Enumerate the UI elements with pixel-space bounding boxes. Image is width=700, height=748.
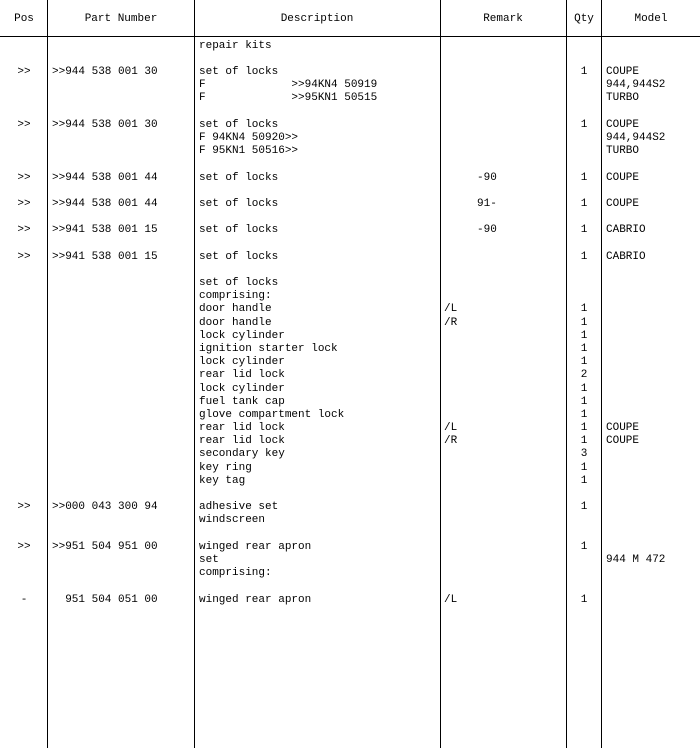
row-qty [567, 251, 601, 264]
row-qty-line: 3 [580, 448, 588, 461]
row-description [199, 594, 439, 607]
header-pos: Pos [14, 13, 34, 25]
row-model-line [606, 277, 700, 290]
row-qty-line: 1 [580, 501, 588, 513]
row-qty-line [567, 290, 601, 303]
row-qty-line: 1 [580, 224, 588, 236]
row-pos: >> [17, 119, 31, 131]
row-description-line: set of locks [199, 66, 279, 78]
row-model [606, 224, 700, 237]
row-description [199, 119, 439, 159]
row-model-line [606, 330, 700, 343]
row-model-line [606, 317, 700, 330]
row-qty [567, 541, 601, 554]
row-model-line [606, 383, 700, 396]
row-description-line: lock cylinder [199, 356, 285, 369]
row-part-number: >>951 504 951 00 [52, 541, 158, 553]
row-model-line: COUPE [606, 119, 640, 131]
row-model [606, 172, 700, 185]
row-model-line: 944,944S2 [606, 132, 666, 145]
row-pos: >> [17, 66, 31, 78]
row-remark-line [444, 383, 566, 396]
row-description-line: set of locks [199, 277, 279, 289]
row-description [199, 198, 439, 211]
row-description-line: F >>94KN4 50919 [199, 79, 378, 92]
row-description-line: rear lid lock [199, 422, 285, 435]
row-qty [567, 198, 601, 211]
row-model-line [606, 369, 700, 382]
header-part-number: Part Number [84, 13, 158, 25]
row-qty-line: 1 [580, 251, 588, 263]
row-description-line: set of locks [199, 251, 279, 263]
column-divider [47, 0, 48, 748]
row-qty [567, 277, 601, 488]
row-remark-line: /R [444, 316, 458, 329]
column-divider [601, 0, 602, 748]
row-remark [444, 277, 566, 488]
row-description [199, 277, 439, 488]
row-qty-line: 1 [580, 329, 588, 342]
row-description-line: fuel tank cap [199, 395, 285, 408]
row-model-line [606, 541, 700, 554]
row-qty-line: 1 [580, 66, 588, 78]
row-model-line: COUPE [606, 435, 640, 448]
row-qty-line: 1 [580, 316, 588, 329]
row-pos: - [20, 594, 28, 606]
row-remark-line [444, 462, 566, 475]
row-qty-line: 1 [580, 474, 588, 487]
row-description [199, 224, 439, 237]
row-qty-line: 1 [580, 395, 588, 408]
row-model [606, 251, 700, 264]
row-remark-line [444, 409, 566, 422]
row-description-line: set [199, 554, 219, 567]
row-pos: >> [17, 224, 31, 236]
row-qty-line: 1 [580, 594, 588, 606]
row-qty-line: 1 [580, 435, 588, 448]
row-model [606, 66, 700, 106]
row-remark-line [444, 356, 566, 369]
row-description-line: door handle [199, 316, 272, 329]
row-model-line: TURBO [606, 145, 640, 158]
row-qty [567, 66, 601, 79]
row-qty-line: 1 [580, 422, 588, 435]
row-model-line: 944 M 472 [606, 554, 666, 567]
row-description-line: repair kits [199, 40, 272, 52]
row-description-line: windscreen [199, 514, 266, 527]
row-qty-line: 1 [580, 198, 588, 210]
row-model [606, 277, 700, 488]
row-pos: >> [17, 172, 31, 184]
row-part-number: >>941 538 001 15 [52, 251, 158, 263]
row-model-line [606, 396, 700, 409]
row-model-line [606, 303, 700, 316]
row-description [199, 40, 439, 53]
row-description [199, 172, 439, 185]
column-divider [194, 0, 195, 748]
row-qty [567, 501, 601, 514]
row-remark-line: 91- [444, 198, 497, 210]
row-description-line: lock cylinder [199, 382, 285, 395]
row-remark-line [444, 369, 566, 382]
row-model-line [606, 343, 700, 356]
row-model-line [606, 475, 700, 488]
row-model [606, 119, 700, 159]
row-description-line: set of locks [199, 224, 279, 236]
row-pos: >> [17, 541, 31, 553]
row-description-line: set of locks [199, 172, 279, 184]
row-model-line [606, 462, 700, 475]
row-remark-line [444, 448, 566, 461]
row-remark-line: -90 [444, 224, 497, 236]
row-description-line: comprising: [199, 290, 272, 303]
row-model-line: CABRIO [606, 224, 646, 236]
row-model-line: 944,944S2 [606, 79, 666, 92]
row-model-line [606, 448, 700, 461]
row-model-line: COUPE [606, 172, 640, 184]
row-pos: >> [17, 501, 31, 513]
row-qty-line: 1 [580, 342, 588, 355]
row-description-line: secondary key [199, 448, 285, 461]
header-qty: Qty [574, 13, 594, 25]
row-model-line: COUPE [606, 422, 640, 435]
row-model-line: TURBO [606, 92, 640, 105]
row-model-line [606, 356, 700, 369]
row-description-line: rear lid lock [199, 435, 285, 448]
row-qty-line: 1 [580, 172, 588, 184]
row-model-line [606, 290, 700, 303]
row-description [199, 251, 439, 264]
header-remark: Remark [483, 13, 523, 25]
header-description: Description [280, 13, 354, 25]
row-description-line: set of locks [199, 119, 279, 131]
header-model: Model [634, 13, 668, 25]
row-description-line: lock cylinder [199, 329, 285, 342]
row-description-line: key tag [199, 474, 246, 487]
row-qty-line: 1 [580, 541, 588, 553]
row-pos: >> [17, 198, 31, 210]
row-description-line: comprising: [199, 567, 272, 580]
row-qty-line: 1 [580, 356, 588, 369]
column-divider [440, 0, 441, 748]
row-qty-line: 1 [580, 382, 588, 395]
row-remark-line: /L [444, 303, 458, 316]
row-part-number: 951 504 051 00 [52, 594, 158, 606]
row-qty [567, 594, 601, 607]
row-description [199, 541, 439, 581]
row-remark-line [444, 290, 566, 303]
row-description-line: winged rear apron [199, 594, 312, 606]
row-qty-line [567, 277, 601, 290]
row-remark [444, 224, 566, 237]
row-qty [567, 172, 601, 185]
row-qty-line: 1 [580, 461, 588, 474]
row-model-line: COUPE [606, 198, 640, 210]
row-model-line: CABRIO [606, 251, 646, 263]
row-description-line: door handle [199, 303, 272, 316]
row-part-number: >>944 538 001 30 [52, 66, 158, 78]
row-part-number: >>944 538 001 30 [52, 119, 158, 131]
row-part-number: >>944 538 001 44 [52, 172, 158, 184]
row-description-line: F >>95KN1 50515 [199, 92, 378, 105]
row-remark-line: /R [444, 435, 458, 448]
row-qty-line: 1 [580, 408, 588, 421]
row-description-line: key ring [199, 461, 252, 474]
row-qty [567, 119, 601, 132]
row-remark-line [444, 277, 566, 290]
row-model [606, 198, 700, 211]
row-description-line: glove compartment lock [199, 408, 345, 421]
row-qty-line: 2 [580, 369, 588, 382]
row-description [199, 66, 439, 106]
row-description [199, 501, 439, 527]
row-remark [444, 198, 566, 211]
row-remark-line [444, 330, 566, 343]
row-part-number: >>944 538 001 44 [52, 198, 158, 210]
row-remark-line [444, 343, 566, 356]
row-model-line: COUPE [606, 66, 640, 78]
row-remark [444, 594, 566, 607]
row-model [606, 541, 700, 567]
row-part-number: >>000 043 300 94 [52, 501, 158, 513]
row-qty-line: 1 [580, 119, 588, 131]
row-description-line: rear lid lock [199, 369, 285, 382]
row-description-line: adhesive set [199, 501, 279, 513]
row-remark-line [444, 475, 566, 488]
row-description-line: winged rear apron [199, 541, 312, 553]
row-remark [444, 172, 566, 185]
row-remark-line: /L [444, 422, 458, 435]
row-pos: >> [17, 251, 31, 263]
row-remark-line [444, 396, 566, 409]
row-qty [567, 224, 601, 237]
row-description-line: F 95KN1 50516>> [199, 145, 299, 158]
row-remark-line: -90 [444, 172, 497, 184]
row-description-line: F 94KN4 50920>> [199, 132, 299, 145]
row-description-line: ignition starter lock [199, 342, 338, 355]
header-divider [0, 36, 700, 37]
row-remark-line: /L [444, 594, 458, 606]
row-description-line: set of locks [199, 198, 279, 210]
row-qty-line: 1 [580, 303, 588, 316]
row-part-number: >>941 538 001 15 [52, 224, 158, 236]
row-model-line [606, 409, 700, 422]
